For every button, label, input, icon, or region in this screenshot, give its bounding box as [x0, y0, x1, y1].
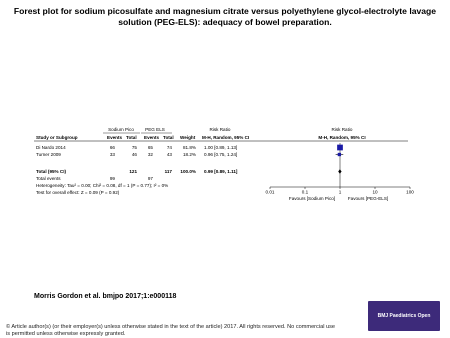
study-weight: 18.2% [182, 152, 196, 157]
header-study: Study or Subgroup [36, 135, 78, 140]
header-group2: PEG ELS [145, 127, 165, 132]
header-method-plot: M-H, Random, 95% CI [318, 135, 366, 140]
header-risk-ratio: Risk Ratio [209, 127, 231, 132]
events-group2: 97 [147, 176, 153, 181]
plot-area [266, 143, 415, 195]
events-label: Total events [36, 176, 61, 181]
study-name: Turner 2009 [36, 152, 61, 157]
x-tick-label: 100 [406, 189, 414, 195]
events-row [36, 176, 153, 181]
study-events1: 33 [109, 152, 115, 157]
study-row [36, 152, 237, 157]
header-events1: Events [107, 135, 123, 140]
study-events2: 65 [147, 145, 153, 150]
study-events2: 32 [147, 152, 153, 157]
header-total1: Total [126, 135, 137, 140]
total-label: Total (95% CI) [36, 169, 67, 174]
study-weight: 81.8% [182, 145, 196, 150]
study-point [338, 153, 341, 156]
header-risk-ratio-plot: Risk Ratio [331, 127, 353, 132]
events-group1: 99 [109, 176, 115, 181]
overall-effect-text: Test for overall effect: Z = 0.09 (P = 0.92) [36, 190, 120, 195]
study-total1: 46 [131, 152, 137, 157]
total-total1: 121 [129, 169, 137, 174]
study-name: Di Nardo 2014 [36, 145, 66, 150]
header-events2: Events [144, 135, 160, 140]
study-row [36, 145, 237, 150]
total-total2: 117 [164, 169, 172, 174]
pooled-diamond [338, 169, 341, 173]
total-weight: 100.0% [180, 169, 196, 174]
study-total2: 74 [166, 145, 172, 150]
study-ci: 0.96 [0.75, 1.24] [204, 152, 238, 157]
study-total2: 43 [166, 152, 172, 157]
heterogeneity-text: Heterogeneity: Tau² = 0.00; Chi² = 0.08, df = 1 (P = 0.77); I² = 0% [36, 183, 169, 188]
favours-left: Favours [Sodium Pico] [288, 196, 336, 201]
x-tick-label: 0.1 [301, 189, 309, 195]
header-group1: Sodium Pico [108, 127, 134, 132]
study-events1: 66 [109, 145, 115, 150]
copyright-text: © Article author(s) (or their employer(s) unless otherwise stated in the text of the article) 2017. All rights reserved. No commercial use is permitted unless otherwise expressly granted. [6, 324, 336, 337]
study-ci: 1.00 [0.89, 1.13] [204, 145, 238, 150]
total-row [36, 169, 238, 174]
study-point [337, 145, 343, 151]
x-tick-label: 0.01 [265, 189, 275, 195]
header-weight: Weight [180, 135, 196, 140]
total-ci: 0.99 [0.89, 1.11] [204, 169, 238, 174]
x-tick-label: 1 [338, 189, 342, 195]
journal-logo: BMJ Paediatrics Open [368, 301, 440, 331]
chart-title: Forest plot for sodium picosulfate and magnesium citrate versus polyethylene glycol-electrolyte lavage solution (PEG-ELS): adequacy of bowel preparation. [13, 6, 437, 27]
header-total2: Total [163, 135, 174, 140]
study-total1: 75 [131, 145, 137, 150]
citation: Morris Gordon et al. bmjpo 2017;1:e000118 [34, 293, 177, 300]
favours-right: Favours [PEG-ELS] [347, 196, 389, 201]
x-tick-label: 10 [372, 189, 378, 195]
header-method: M-H, Random, 95% CI [202, 135, 250, 140]
